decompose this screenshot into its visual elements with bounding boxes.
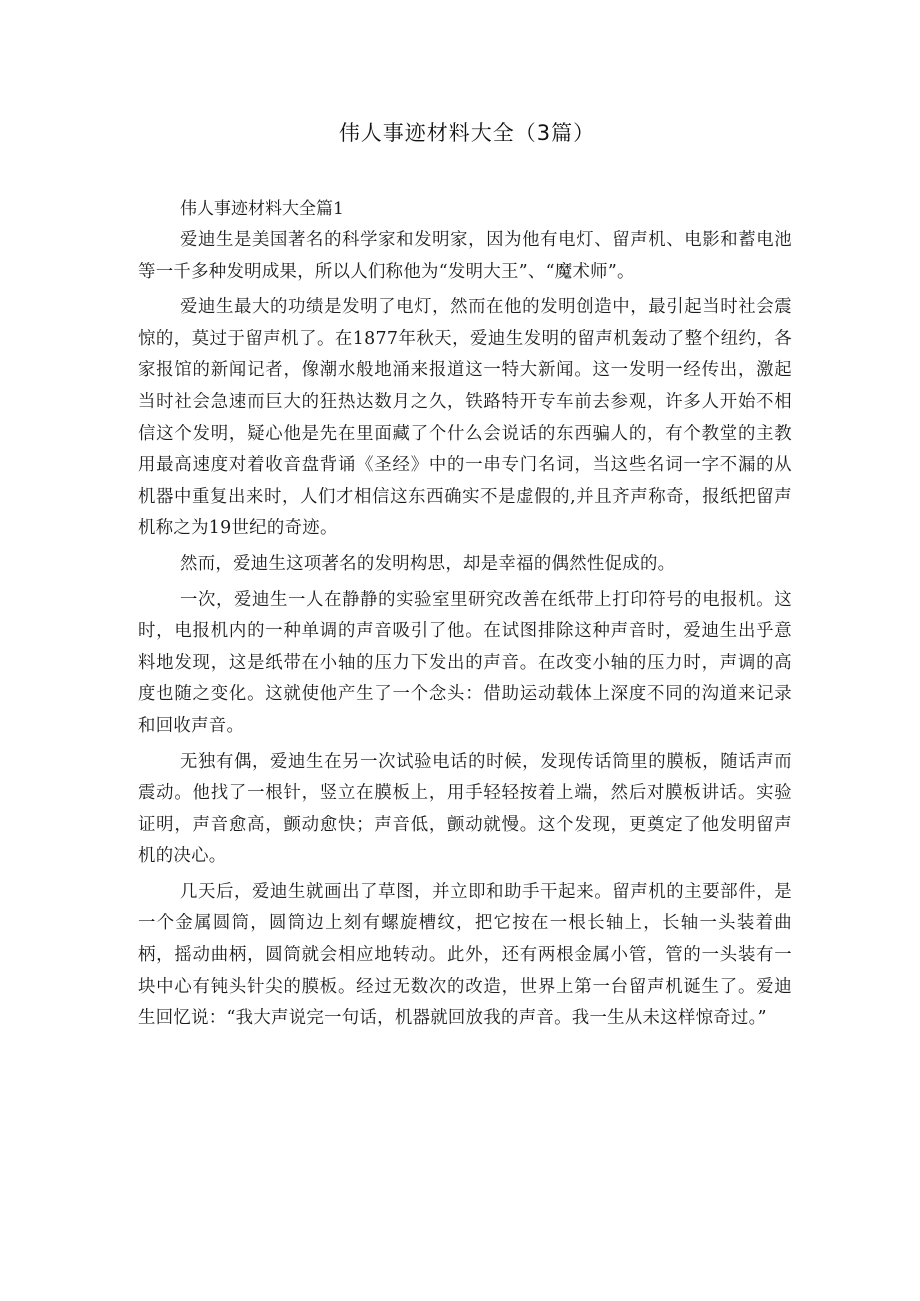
paragraph-2: 爱迪生最大的功绩是发明了电灯，然而在他的发明创造中，最引起当时社会震惊的，莫过于留声机了。在1877年秋天，爱迪生发明的留声机轰动了整个纽约，各家报馆的新闻记者，像潮水般地涌来报道这一特大新闻。这一发明一经传出，激起当时社会急速而巨大的狂热达数月之久，铁路特开专车前去参观，许多人开始不相信这个发明，疑心他是先在里面藏了个什么会说话的东西骗人的，有个教堂的主教用最高速度对着收音盘背诵《圣经》中的一串专门名词，当这些名词一字不漏的从机器中重复出来时，人们才相信这东西确实不是虚假的,并且齐声称奇，报纸把留声机称之为19世纪的奇迹。 [138, 297, 792, 539]
paragraph-4: 一次，爱迪生一人在静静的实验室里研究改善在纸带上打印符号的电报机。这时，电报机内的一种单调的声音吸引了他。在试图排除这种声音时，爱迪生出乎意料地发现，这是纸带在小轴的压力下发出的声音。在改变小轴的压力时，声调的高度也随之变化。这就使他产生了一个念头：借助运动载体上深度不同的沟道来记录和回收声音。 [138, 589, 792, 736]
document-title: 伟人事迹材料大全（3篇） [338, 121, 596, 145]
paragraph-5: 无独有偶，爱迪生在另一次试验电话的时候，发现传话筒里的膜板，随话声而震动。他找了一根针，竖立在膜板上，用手轻轻按着上端，然后对膜板讲话。实验证明，声音愈高，颤动愈快；声音低，颤动就慢。这个发现，更奠定了他发明留声机的决心。 [138, 751, 792, 867]
paragraph-3: 然而，爱迪生这项著名的发明构思，却是幸福的偶然性促成的。 [180, 553, 676, 574]
section-heading: 伟人事迹材料大全篇1 [180, 199, 344, 219]
paragraph-6: 几天后，爱迪生就画出了草图，并立即和助手干起来。留声机的主要部件，是一个金属圆筒，圆筒边上刻有螺旋槽纹，把它按在一根长轴上，长轴一头装着曲柄，摇动曲柄，圆筒就会相应地转动。此外，还有两根金属小管，管的一头装有一块中心有钝头针尖的膜板。经过无数次的改造，世界上第一台留声机诞生了。爱迪生回忆说：“我大声说完一句话，机器就回放我的声音。我一生从未这样惊奇过。” [138, 881, 792, 1029]
paragraph-1: 爱迪生是美国著名的科学家和发明家，因为他有电灯、留声机、电影和蓄电池等一千多种发明成果，所以人们称他为“发明大王”、“魔术师”。 [138, 230, 792, 282]
